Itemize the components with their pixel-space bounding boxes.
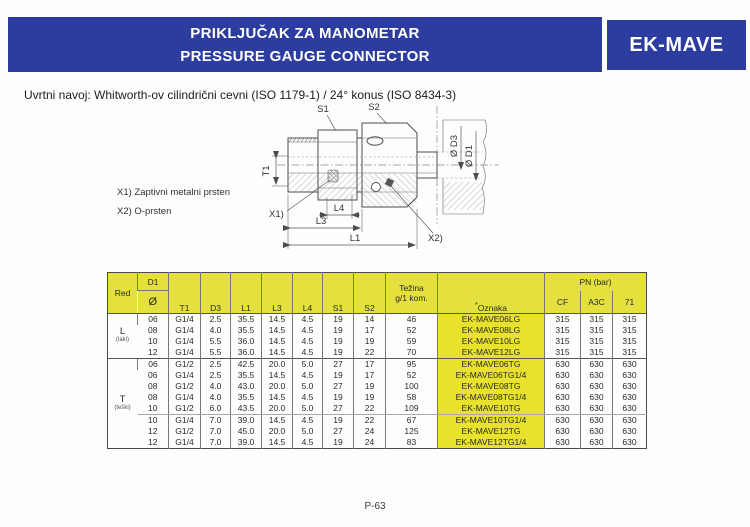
oznaka-text: Oznaka xyxy=(477,303,508,313)
table-row xyxy=(108,381,647,392)
value-cell: 46 xyxy=(386,314,438,326)
value-cell: 43.5 xyxy=(231,403,262,415)
value-cell: 630 xyxy=(545,437,581,449)
part-number-cell: EK-MAVE06LG xyxy=(438,314,545,326)
value-cell: 42.5 xyxy=(231,359,262,371)
value-cell: 4.5 xyxy=(293,392,323,403)
hatch-phantom-port xyxy=(443,182,483,210)
value-cell: 39.0 xyxy=(231,437,262,449)
value-cell: 27 xyxy=(323,381,354,392)
table-row xyxy=(108,336,647,347)
table-row xyxy=(108,426,647,437)
x2-label: X2) xyxy=(428,233,443,244)
product-code-badge: EK-MAVE xyxy=(607,20,746,70)
thread-ticks xyxy=(289,138,316,142)
table-body xyxy=(108,314,647,449)
value-cell: 06 xyxy=(138,314,169,326)
value-cell: 10 xyxy=(138,403,169,415)
value-cell: 27 xyxy=(323,359,354,371)
weight-line2: g/1 kom. xyxy=(395,293,428,303)
col-header-red: Red xyxy=(108,273,138,314)
value-cell: 315 xyxy=(545,325,581,336)
part-number-cell: EK-MAVE10LG xyxy=(438,336,545,347)
value-cell: 35.5 xyxy=(231,325,262,336)
col-header-s1: S1 xyxy=(323,273,354,314)
value-cell: 315 xyxy=(581,314,613,326)
col-header-weight xyxy=(386,273,438,314)
value-cell: 19 xyxy=(323,415,354,427)
value-cell: 14.5 xyxy=(262,415,293,427)
value-cell: 35.5 xyxy=(231,314,262,326)
value-cell: 5.0 xyxy=(293,403,323,415)
oznaka-footnote-mark: * xyxy=(474,301,478,310)
value-cell: 08 xyxy=(148,325,158,335)
l3-label: L3 xyxy=(315,216,327,227)
value-cell: 4.5 xyxy=(293,336,323,347)
value-cell: 2.5 xyxy=(201,359,231,371)
value-cell: G1/4 xyxy=(169,314,201,326)
value-cell: 630 xyxy=(545,381,581,392)
value-cell: 630 xyxy=(545,403,581,415)
value-cell: 52 xyxy=(386,325,438,336)
value-cell: 70 xyxy=(386,347,438,359)
value-cell: 4.0 xyxy=(201,325,231,336)
value-cell: 20.0 xyxy=(262,426,293,437)
value-cell: 5.0 xyxy=(293,381,323,392)
value-cell: G1/2 xyxy=(169,381,201,392)
value-cell: 4.5 xyxy=(293,415,323,427)
value-cell: G1/2 xyxy=(169,403,201,415)
hatch-stud xyxy=(288,173,318,192)
value-cell: 630 xyxy=(581,392,613,403)
col-header-d1: D1 xyxy=(138,273,169,291)
s1-label: S1 xyxy=(317,104,329,115)
o-ring-section xyxy=(372,183,381,192)
value-cell: G1/4 xyxy=(169,336,201,347)
value-cell: G1/4 xyxy=(169,415,201,427)
value-cell: 2.5 xyxy=(201,370,231,381)
value-cell: 4.5 xyxy=(293,437,323,449)
part-number-cell: EK-MAVE08LG xyxy=(438,325,545,336)
col-header-pn: PN (bar) xyxy=(545,273,647,291)
value-cell: 109 xyxy=(386,403,438,415)
table-row xyxy=(108,403,647,415)
part-number-cell: EK-MAVE06TG1/4 xyxy=(438,370,545,381)
series-cell xyxy=(108,314,138,359)
value-cell: 14.5 xyxy=(262,392,293,403)
value-cell: 630 xyxy=(581,403,613,415)
value-cell: 630 xyxy=(613,437,647,449)
col-header-a3c: A3C xyxy=(581,291,613,314)
value-cell: 39.0 xyxy=(231,415,262,427)
thread-spec-subtitle: Uvrtni navoj: Whitworth-ov cilindrični cevni (ISO 1179-1) / 24° konus (ISO 8434-3) xyxy=(24,88,457,102)
value-cell: 20.0 xyxy=(262,403,293,415)
col-header-l3: L3 xyxy=(262,273,293,314)
value-cell: 83 xyxy=(386,437,438,449)
table-row xyxy=(108,359,647,371)
part-number-cell: EK-MAVE06TG xyxy=(438,359,545,371)
hatch-groove xyxy=(357,173,362,192)
value-cell: 22 xyxy=(354,347,386,359)
value-cell: 630 xyxy=(613,370,647,381)
series-subtitle: (laki) xyxy=(116,337,129,343)
x1-label: X1) xyxy=(269,209,284,220)
value-cell: 19 xyxy=(323,325,354,336)
s1-leader xyxy=(327,115,336,131)
value-cell: 315 xyxy=(545,314,581,326)
value-cell: 100 xyxy=(386,381,438,392)
value-cell: 4.0 xyxy=(201,381,231,392)
value-cell: 95 xyxy=(386,359,438,371)
col-header-71: 71 xyxy=(613,291,647,314)
col-header-oznaka xyxy=(438,273,545,314)
part-number-cell: EK-MAVE10TG1/4 xyxy=(438,415,545,427)
part-number-cell: EK-MAVE12TG xyxy=(438,426,545,437)
value-cell: 630 xyxy=(545,392,581,403)
value-cell: 20.0 xyxy=(262,381,293,392)
value-cell: 630 xyxy=(613,415,647,427)
part-number-cell: EK-MAVE08TG xyxy=(438,381,545,392)
value-cell: 24 xyxy=(354,426,386,437)
value-cell: 630 xyxy=(545,426,581,437)
value-cell: 315 xyxy=(581,325,613,336)
d3-label: Ø D3 xyxy=(449,134,460,158)
value-cell: 08 xyxy=(148,392,158,402)
value-cell: 36.0 xyxy=(231,347,262,359)
value-cell: 27 xyxy=(323,403,354,415)
series-cell xyxy=(108,359,138,449)
value-cell: 19 xyxy=(354,336,386,347)
series-letter: T xyxy=(119,393,126,405)
value-cell: 14.5 xyxy=(262,437,293,449)
value-cell: 4.5 xyxy=(293,347,323,359)
table-row xyxy=(108,392,647,403)
page-title-sr: PRIKLJUČAK ZA MANOMETAR xyxy=(190,24,420,42)
table-row xyxy=(108,347,647,359)
value-cell: 315 xyxy=(613,336,647,347)
value-cell: 14.5 xyxy=(262,336,293,347)
col-header-l4: L4 xyxy=(293,273,323,314)
page-number: P-63 xyxy=(364,501,386,512)
drawing-notes xyxy=(117,183,230,221)
value-cell: 19 xyxy=(323,370,354,381)
value-cell: 4.5 xyxy=(293,314,323,326)
value-cell: 630 xyxy=(613,426,647,437)
technical-drawing xyxy=(235,98,505,258)
value-cell: 315 xyxy=(613,314,647,326)
value-cell: 14.5 xyxy=(262,370,293,381)
value-cell: 36.0 xyxy=(231,336,262,347)
l4-label: L4 xyxy=(333,203,345,214)
value-cell: 43.0 xyxy=(231,381,262,392)
s2-label: S2 xyxy=(368,102,380,113)
value-cell: 5.5 xyxy=(201,347,231,359)
value-cell: 19 xyxy=(323,336,354,347)
value-cell: 10 xyxy=(148,336,158,346)
value-cell: 7.0 xyxy=(201,426,231,437)
value-cell: 630 xyxy=(581,381,613,392)
part-number-cell: EK-MAVE12TG1/4 xyxy=(438,437,545,449)
page-title-en: PRESSURE GAUGE CONNECTOR xyxy=(180,47,430,65)
value-cell: 22 xyxy=(354,415,386,427)
value-cell: 125 xyxy=(386,426,438,437)
value-cell: 52 xyxy=(386,370,438,381)
value-cell: 630 xyxy=(545,359,581,371)
value-cell: 14.5 xyxy=(262,325,293,336)
value-cell: 19 xyxy=(354,392,386,403)
value-cell: G1/2 xyxy=(169,426,201,437)
value-cell: 58 xyxy=(386,392,438,403)
col-header-cf: CF xyxy=(545,291,581,314)
value-cell: G1/2 xyxy=(169,359,201,371)
value-cell: 24 xyxy=(354,437,386,449)
value-cell: 14.5 xyxy=(262,314,293,326)
value-cell: 22 xyxy=(354,403,386,415)
value-cell: 315 xyxy=(581,347,613,359)
value-cell: 5.5 xyxy=(201,336,231,347)
d1-label: Ø D1 xyxy=(464,144,475,168)
value-cell: 06 xyxy=(138,359,169,371)
value-cell: 12 xyxy=(148,347,158,357)
table-row xyxy=(108,437,647,449)
value-cell: 6.0 xyxy=(201,403,231,415)
col-header-d3: D3 xyxy=(201,273,231,314)
value-cell: G1/4 xyxy=(169,437,201,449)
value-cell: 630 xyxy=(613,359,647,371)
value-cell: 7.0 xyxy=(201,415,231,427)
l1-label: L1 xyxy=(349,233,361,244)
value-cell: G1/4 xyxy=(169,325,201,336)
value-cell: 08 xyxy=(148,381,158,391)
value-cell: 19 xyxy=(354,381,386,392)
value-cell: 17 xyxy=(354,359,386,371)
value-cell: 315 xyxy=(545,347,581,359)
value-cell: 7.0 xyxy=(201,437,231,449)
value-cell: 630 xyxy=(613,381,647,392)
value-cell: 630 xyxy=(613,392,647,403)
value-cell: 630 xyxy=(545,415,581,427)
value-cell: 12 xyxy=(148,426,158,436)
value-cell: 4.0 xyxy=(201,392,231,403)
value-cell: 17 xyxy=(354,370,386,381)
value-cell: 45.0 xyxy=(231,426,262,437)
value-cell: 59 xyxy=(386,336,438,347)
value-cell: 5.0 xyxy=(293,359,323,371)
series-subtitle: (teški) xyxy=(114,404,131,411)
value-cell: 630 xyxy=(581,370,613,381)
value-cell: 35.5 xyxy=(231,370,262,381)
value-cell: 630 xyxy=(581,415,613,427)
value-cell: G1/4 xyxy=(169,392,201,403)
value-cell: 630 xyxy=(581,426,613,437)
value-cell: 630 xyxy=(613,403,647,415)
title-banner xyxy=(8,17,602,72)
value-cell: 14.5 xyxy=(262,347,293,359)
value-cell: 67 xyxy=(386,415,438,427)
table-row xyxy=(108,325,647,336)
value-cell: 14 xyxy=(354,314,386,326)
col-header-s2: S2 xyxy=(354,273,386,314)
value-cell: 35.5 xyxy=(231,392,262,403)
value-cell: 19 xyxy=(323,347,354,359)
value-cell: 2.5 xyxy=(201,314,231,326)
value-cell: 315 xyxy=(545,336,581,347)
value-cell: 19 xyxy=(323,392,354,403)
value-cell: 315 xyxy=(613,325,647,336)
col-header-t1: T1 xyxy=(169,273,201,314)
spec-table xyxy=(107,272,647,449)
part-number-cell: EK-MAVE12LG xyxy=(438,347,545,359)
value-cell: 4.5 xyxy=(293,370,323,381)
table-row xyxy=(108,314,647,326)
table-row xyxy=(108,370,647,381)
table-row xyxy=(108,415,647,427)
value-cell: 4.5 xyxy=(293,325,323,336)
part-number-cell: EK-MAVE10TG xyxy=(438,403,545,415)
value-cell: 630 xyxy=(581,359,613,371)
value-cell: 315 xyxy=(581,336,613,347)
value-cell: 630 xyxy=(545,370,581,381)
value-cell: 315 xyxy=(613,347,647,359)
note-x2: X2) O-prsten xyxy=(117,206,172,217)
value-cell: 27 xyxy=(323,426,354,437)
note-x1: X1) Zaptivni metalni prsten xyxy=(117,187,230,198)
col-header-l1: L1 xyxy=(231,273,262,314)
part-number-cell: EK-MAVE08TG1/4 xyxy=(438,392,545,403)
value-cell: 10 xyxy=(148,415,158,425)
value-cell: 630 xyxy=(581,437,613,449)
value-cell: 17 xyxy=(354,325,386,336)
value-cell: 5.0 xyxy=(293,426,323,437)
value-cell: 06 xyxy=(148,370,158,380)
col-header-diameter: Ø xyxy=(138,291,169,314)
value-cell: 19 xyxy=(323,314,354,326)
s2-leader xyxy=(377,113,387,124)
value-cell: 12 xyxy=(148,437,158,447)
t1-label: T1 xyxy=(261,165,272,177)
weight-line1: Težina xyxy=(399,283,424,293)
value-cell: 20.0 xyxy=(262,359,293,371)
value-cell: 19 xyxy=(323,437,354,449)
value-cell: G1/4 xyxy=(169,370,201,381)
value-cell: G1/4 xyxy=(169,347,201,359)
series-letter: L xyxy=(119,326,126,337)
